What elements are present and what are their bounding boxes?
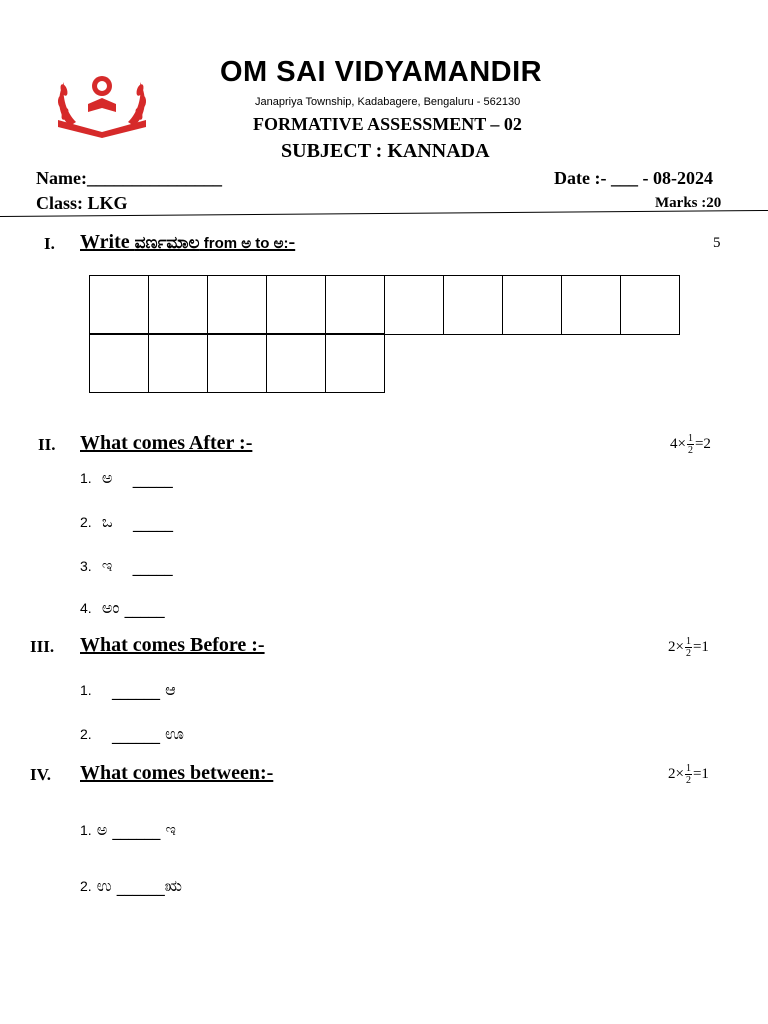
- q3-marks: 2× $\frac{1}{2}$ =1: [668, 636, 709, 659]
- letter-box[interactable]: [148, 275, 208, 335]
- assessment-title: FORMATIVE ASSESSMENT – 02: [253, 114, 522, 134]
- q1-heading: Write ವರ್ಣಮಾಲ from ಅ to ಅ:-: [80, 231, 296, 253]
- q4-number: IV.: [30, 765, 51, 784]
- letter-grid-row-2: [89, 333, 385, 393]
- q4-heading: What comes between:-: [80, 762, 274, 784]
- q2-number: II.: [38, 435, 56, 454]
- q1-number: I.: [44, 234, 55, 253]
- q4-marks: 2× $\frac{1}{2}$ =1: [668, 763, 709, 786]
- name-field: Name:_______________: [36, 168, 222, 188]
- q4-item-1: 1. ಅ ______ ಇ: [80, 820, 176, 840]
- subject-title: SUBJECT : KANNADA: [281, 140, 490, 162]
- school-logo: [52, 70, 152, 138]
- total-marks: Marks :20: [655, 195, 722, 211]
- letter-box[interactable]: [266, 275, 326, 335]
- letter-box[interactable]: [207, 275, 267, 335]
- school-name: OM SAI VIDYAMANDIR: [220, 56, 543, 88]
- letter-box[interactable]: [89, 275, 149, 335]
- q3-number: III.: [30, 637, 55, 656]
- q2-heading: What comes After :-: [80, 432, 253, 454]
- q3-item-1: 1. ______ ಆ: [80, 680, 176, 700]
- letter-box[interactable]: [207, 333, 267, 393]
- letter-box[interactable]: [561, 275, 621, 335]
- date-field: Date :- ___ - 08-2024: [554, 168, 713, 188]
- q2-item-3: 3. ಇ _____: [80, 556, 173, 576]
- letter-box[interactable]: [148, 333, 208, 393]
- q2-item-1: 1. ಅ _____: [80, 468, 173, 488]
- q1-marks: 5: [713, 235, 721, 251]
- letter-box[interactable]: [443, 275, 503, 335]
- q2-item-2: 2. ಒ _____: [80, 512, 173, 532]
- letter-box[interactable]: [502, 275, 562, 335]
- letter-box[interactable]: [89, 333, 149, 393]
- q3-item-2: 2. ______ ಊ: [80, 724, 184, 744]
- q2-item-4: 4. ಅಂ _____: [80, 598, 165, 618]
- class-field: Class: LKG: [36, 193, 128, 213]
- q2-marks: 4× $\frac{1}{2}$ =2: [670, 433, 711, 456]
- letter-box[interactable]: [325, 333, 385, 393]
- letter-box[interactable]: [384, 275, 444, 335]
- letter-box[interactable]: [620, 275, 680, 335]
- letter-grid-row-1: [89, 275, 680, 335]
- q4-item-2: 2. ಉ ______ ಋ: [80, 876, 182, 896]
- q3-heading: What comes Before :-: [80, 634, 265, 656]
- letter-box[interactable]: [325, 275, 385, 335]
- school-address: Janapriya Township, Kadabagere, Bengaluru - 562130: [255, 96, 521, 108]
- letter-box[interactable]: [266, 333, 326, 393]
